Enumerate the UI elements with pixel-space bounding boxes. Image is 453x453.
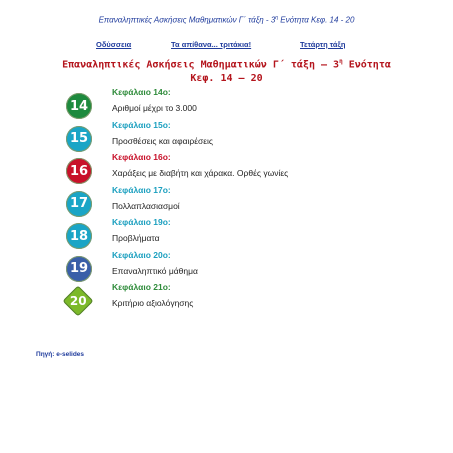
- chapter-description: Επαναληπτικό μάθημα: [112, 265, 198, 276]
- badge-number: 18: [69, 228, 89, 244]
- chapter-description: Χαράξεις με διαβήτη και χάρακα. Ορθές γωνίες: [112, 168, 289, 178]
- page-title-line-1: [0, 55, 453, 72]
- badge-number: 17: [69, 196, 89, 211]
- chapter-title: Κεφάλαιο 20ο:: [112, 249, 171, 260]
- chapter-item[interactable]: [66, 217, 386, 247]
- page-header: [0, 15, 453, 25]
- chapter-title: Κεφάλαιο 16ο:: [112, 152, 171, 162]
- chapter-number-badge[interactable]: [62, 285, 93, 316]
- top-navigation: [96, 40, 366, 52]
- badge-number: 15: [69, 131, 89, 146]
- chapter-item[interactable]: [66, 250, 386, 280]
- chapter-description: Αριθμοί μέχρι το 3.000: [112, 103, 197, 113]
- header-superscript: η: [275, 15, 279, 21]
- chapter-number-badge[interactable]: [66, 223, 92, 249]
- chapter-number-badge[interactable]: [66, 256, 92, 282]
- chapter-number-badge[interactable]: [66, 158, 92, 184]
- title-line1-text: Επαναληπτικές Ασκήσεις Μαθηματικών Γ΄ τάξη – 3: [62, 59, 340, 71]
- page-title-line-2: Κεφ. 14 – 20: [190, 73, 263, 85]
- chapter-title: Κεφάλαιο 21ο:: [112, 282, 171, 292]
- nav-link-tetarti-taxi[interactable]: Τετάρτη τάξη: [300, 40, 346, 49]
- chapter-description: Κριτήριο αξιολόγησης: [112, 298, 194, 308]
- badge-number: 16: [69, 163, 89, 179]
- header-text-after: Ενότητα Κεφ. 14 - 20: [278, 15, 355, 25]
- chapter-item[interactable]: [66, 282, 386, 312]
- header-text: Επαναληπτικές Ασκήσεις Μαθηματικών Γ΄ τάξη - 3: [98, 15, 276, 25]
- chapter-description: Προσθέσεις και αφαιρέσεις: [112, 135, 214, 146]
- chapter-number-badge[interactable]: [66, 126, 92, 152]
- chapter-item[interactable]: [66, 87, 386, 117]
- nav-link-odysseia[interactable]: Οδύσσεια: [96, 40, 132, 49]
- badge-number: 14: [69, 98, 89, 114]
- chapter-number-badge[interactable]: [66, 191, 92, 217]
- chapter-description: Πολλαπλασιασμοί: [112, 200, 180, 211]
- source-note: Πηγή: e-selides: [36, 351, 85, 358]
- nav-link-tritakia[interactable]: Τα απίθανα... τριτάκια!: [171, 40, 252, 49]
- chapter-item[interactable]: [66, 152, 386, 182]
- chapter-description: Προβλήματα: [112, 233, 160, 243]
- badge-number: 20: [69, 293, 87, 308]
- title-line1-after: Ενότητα: [342, 59, 391, 71]
- chapter-title: Κεφάλαιο 14ο:: [112, 87, 171, 97]
- chapter-title: Κεφάλαιο 19ο:: [112, 217, 171, 227]
- title-superscript: η: [339, 58, 343, 65]
- badge-number: 19: [69, 261, 89, 276]
- chapter-number-badge[interactable]: [66, 93, 92, 119]
- chapter-item[interactable]: [66, 185, 386, 215]
- chapter-title: Κεφάλαιο 17ο:: [112, 184, 171, 195]
- page-title: [0, 55, 453, 86]
- chapter-item[interactable]: [66, 120, 386, 150]
- chapter-title: Κεφάλαιο 15ο:: [112, 119, 171, 130]
